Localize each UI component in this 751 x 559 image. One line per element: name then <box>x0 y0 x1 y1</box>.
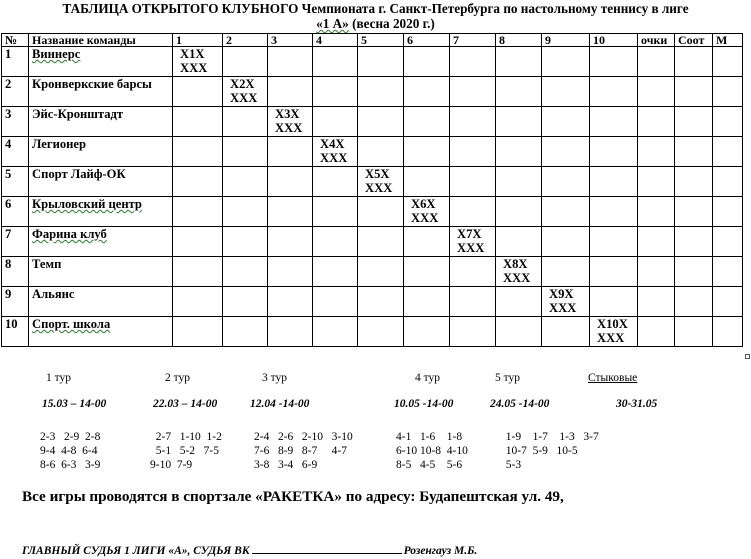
tour-pairs: 2-4 2-6 2-10 3-10 7-6 8-9 8-7 4-7 3-8 3-4 6-9 <box>254 431 353 471</box>
score-cell <box>590 197 638 227</box>
diagonal-mark-top: Х4Х <box>320 137 345 151</box>
score-cell <box>590 107 638 137</box>
score-cell <box>450 107 496 137</box>
title-line-1: ТАБЛИЦА ОТКРЫТОГО КЛУБНОГО Чемпионата г. Санкт-Петербурга по настольному теннису в лиге <box>62 1 689 16</box>
diagonal-cell <box>223 77 268 107</box>
score-cell <box>590 257 638 287</box>
ratio-cell <box>675 77 713 107</box>
diagonal-mark-bottom: ХХХ <box>230 91 258 105</box>
diagonal-mark-bottom: ХХХ <box>503 271 531 285</box>
score-cell <box>358 137 404 167</box>
score-cell <box>358 107 404 137</box>
ratio-cell <box>675 317 713 347</box>
place-cell <box>713 167 743 197</box>
score-cell <box>268 167 313 197</box>
tour-date: 10.05 -14-00 <box>394 398 454 410</box>
place-cell <box>713 227 743 257</box>
team-name <box>29 287 173 317</box>
score-cell <box>450 77 496 107</box>
table-body <box>2 47 743 347</box>
diagonal-mark-top: Х2Х <box>230 77 255 91</box>
diagonal-mark-top: Х7Х <box>457 227 482 241</box>
points-cell <box>638 77 675 107</box>
score-cell <box>404 257 450 287</box>
score-cell <box>542 47 590 77</box>
score-cell <box>223 137 268 167</box>
team-name <box>29 137 173 167</box>
score-cell <box>496 287 542 317</box>
score-cell <box>173 137 223 167</box>
place-cell <box>713 257 743 287</box>
tour-label: 4 тур <box>415 372 440 384</box>
diagonal-cell <box>496 257 542 287</box>
header-team: Название команды <box>29 34 173 47</box>
score-cell <box>173 107 223 137</box>
points-cell <box>638 317 675 347</box>
row-number: 4 <box>2 137 29 167</box>
diagonal-cell <box>173 47 223 77</box>
score-cell <box>450 137 496 167</box>
table-row <box>2 77 743 107</box>
diagonal-mark-bottom: ХХХ <box>365 181 393 195</box>
score-cell <box>223 257 268 287</box>
score-cell <box>496 107 542 137</box>
team-name <box>29 107 173 137</box>
score-cell <box>496 317 542 347</box>
score-cell <box>450 257 496 287</box>
tour-label: 3 тур <box>262 372 287 384</box>
points-cell <box>638 107 675 137</box>
score-cell <box>404 227 450 257</box>
row-number: 9 <box>2 287 29 317</box>
points-cell <box>638 197 675 227</box>
header-ratio: Соот <box>675 34 713 47</box>
score-cell <box>358 317 404 347</box>
row-number: 7 <box>2 227 29 257</box>
score-cell <box>223 167 268 197</box>
diagonal-mark-bottom: ХХХ <box>275 121 303 135</box>
score-cell <box>268 257 313 287</box>
score-cell <box>542 137 590 167</box>
table-row <box>2 197 743 227</box>
table-row <box>2 317 743 347</box>
diagonal-cell <box>590 317 638 347</box>
score-cell <box>590 167 638 197</box>
tour-pairs: 2-7 1-10 1-2 5-1 5-2 7-5 9-10 7-9 <box>150 431 222 471</box>
score-cell <box>313 167 358 197</box>
diagonal-mark-top: Х10Х <box>597 317 628 331</box>
score-cell <box>496 167 542 197</box>
diagonal-mark-top: Х6Х <box>411 197 436 211</box>
score-cell <box>358 287 404 317</box>
score-cell <box>223 107 268 137</box>
score-cell <box>313 77 358 107</box>
diagonal-mark-bottom: ХХХ <box>320 151 348 165</box>
place-cell <box>713 317 743 347</box>
header-col-3: 3 <box>268 34 313 47</box>
tour-label: 5 тур <box>495 372 520 384</box>
judge-signature-line <box>22 543 477 557</box>
team-name <box>29 227 173 257</box>
tour-label: Стыковые <box>588 372 638 384</box>
ratio-cell <box>675 197 713 227</box>
score-cell <box>173 257 223 287</box>
ratio-cell <box>675 137 713 167</box>
header-place: М <box>713 34 743 47</box>
tour-date: 24.05 -14-00 <box>490 398 550 410</box>
document-title <box>0 1 751 31</box>
score-cell <box>450 47 496 77</box>
team-name-text: Виннерс <box>32 47 81 61</box>
header-col-6: 6 <box>404 34 450 47</box>
standings-table <box>1 33 743 347</box>
team-name <box>29 77 173 107</box>
ratio-cell <box>675 107 713 137</box>
tour-date: 12.04 -14-00 <box>250 398 310 410</box>
header-col-4: 4 <box>313 34 358 47</box>
score-cell <box>313 47 358 77</box>
diagonal-mark-top: Х1Х <box>180 47 205 61</box>
score-cell <box>268 317 313 347</box>
row-number: 6 <box>2 197 29 227</box>
score-cell <box>542 227 590 257</box>
header-points: очки <box>638 34 675 47</box>
score-cell <box>313 287 358 317</box>
score-cell <box>404 77 450 107</box>
diagonal-cell <box>542 287 590 317</box>
diagonal-cell <box>313 137 358 167</box>
score-cell <box>450 287 496 317</box>
points-cell <box>638 257 675 287</box>
team-name <box>29 167 173 197</box>
diagonal-cell <box>450 227 496 257</box>
row-number: 2 <box>2 77 29 107</box>
title-line-2 <box>0 16 751 31</box>
header-col-8: 8 <box>496 34 542 47</box>
score-cell <box>590 77 638 107</box>
score-cell <box>358 197 404 227</box>
team-name-text: Эйс-Кронштадт <box>32 107 124 121</box>
season: (весна 2020 г.) <box>348 16 435 31</box>
score-cell <box>223 197 268 227</box>
score-cell <box>173 287 223 317</box>
score-cell <box>542 107 590 137</box>
points-cell <box>638 167 675 197</box>
row-number: 3 <box>2 107 29 137</box>
points-cell <box>638 287 675 317</box>
header-col-9: 9 <box>542 34 590 47</box>
diagonal-mark-top: Х5Х <box>365 167 390 181</box>
diagonal-cell <box>268 107 313 137</box>
score-cell <box>450 197 496 227</box>
score-cell <box>358 227 404 257</box>
score-cell <box>450 167 496 197</box>
table-row <box>2 257 743 287</box>
diagonal-mark-top: Х8Х <box>503 257 528 271</box>
score-cell <box>496 47 542 77</box>
tour-date: 30-31.05 <box>616 398 658 410</box>
tour-label: 1 тур <box>46 372 71 384</box>
signature-blank <box>252 543 402 554</box>
league-name: «1 А» <box>316 16 349 31</box>
score-cell <box>223 47 268 77</box>
score-cell <box>404 287 450 317</box>
diagonal-cell <box>358 167 404 197</box>
score-cell <box>173 227 223 257</box>
row-number: 10 <box>2 317 29 347</box>
score-cell <box>590 137 638 167</box>
score-cell <box>173 197 223 227</box>
score-cell <box>542 197 590 227</box>
score-cell <box>313 197 358 227</box>
ratio-cell <box>675 227 713 257</box>
team-name <box>29 257 173 287</box>
tour-pairs: 2-3 2-9 2-8 9-4 4-8 6-4 8-6 6-3 3-9 <box>40 431 101 471</box>
score-cell <box>173 167 223 197</box>
score-cell <box>268 47 313 77</box>
score-cell <box>496 77 542 107</box>
score-cell <box>268 197 313 227</box>
ratio-cell <box>675 257 713 287</box>
score-cell <box>542 77 590 107</box>
venue-note: Все игры проводятся в спортзале «РАКЕТКА» по адресу: Будапештская ул. 49, <box>22 488 564 505</box>
table-row <box>2 287 743 317</box>
place-cell <box>713 287 743 317</box>
team-name-text: Альянс <box>32 287 75 301</box>
table-row <box>2 107 743 137</box>
score-cell <box>223 227 268 257</box>
team-name-text: Кронверкские барсы <box>32 77 152 91</box>
diagonal-mark-bottom: ХХХ <box>180 61 208 75</box>
points-cell <box>638 227 675 257</box>
score-cell <box>268 137 313 167</box>
score-cell <box>404 47 450 77</box>
header-num: № <box>2 34 29 47</box>
header-col-10: 10 <box>590 34 638 47</box>
score-cell <box>404 137 450 167</box>
score-cell <box>358 47 404 77</box>
diagonal-mark-bottom: ХХХ <box>457 241 485 255</box>
header-col-1: 1 <box>173 34 223 47</box>
score-cell <box>496 227 542 257</box>
score-cell <box>450 317 496 347</box>
table-resize-handle[interactable] <box>745 354 750 359</box>
table-row <box>2 227 743 257</box>
score-cell <box>542 257 590 287</box>
row-number: 1 <box>2 47 29 77</box>
score-cell <box>268 287 313 317</box>
team-name-text: Фарина клуб <box>32 227 107 241</box>
score-cell <box>404 107 450 137</box>
table-row <box>2 137 743 167</box>
score-cell <box>313 257 358 287</box>
diagonal-mark-top: Х3Х <box>275 107 300 121</box>
points-cell <box>638 47 675 77</box>
ratio-cell <box>675 167 713 197</box>
diagonal-cell <box>404 197 450 227</box>
ratio-cell <box>675 47 713 77</box>
team-name <box>29 47 173 77</box>
points-cell <box>638 137 675 167</box>
table-row <box>2 47 743 77</box>
score-cell <box>313 317 358 347</box>
tour-date: 22.03 – 14-00 <box>153 398 218 410</box>
tour-pairs: 1-9 1-7 1-3 3-7 10-7 5-9 10-5 5-3 <box>505 431 599 471</box>
team-name-text: Темп <box>32 257 62 271</box>
header-col-7: 7 <box>450 34 496 47</box>
score-cell <box>173 77 223 107</box>
score-cell <box>268 227 313 257</box>
place-cell <box>713 47 743 77</box>
tour-date: 15.03 – 14-00 <box>42 398 107 410</box>
team-name-text: Крыловский центр <box>32 197 142 211</box>
score-cell <box>268 77 313 107</box>
place-cell <box>713 197 743 227</box>
ratio-cell <box>675 287 713 317</box>
header-col-2: 2 <box>223 34 268 47</box>
tour-pairs: 4-1 1-6 1-8 6-10 10-8 4-10 8-5 4-5 5-6 <box>396 431 468 471</box>
score-cell <box>173 317 223 347</box>
score-cell <box>223 287 268 317</box>
score-cell <box>542 317 590 347</box>
table-row <box>2 167 743 197</box>
score-cell <box>590 47 638 77</box>
score-cell <box>590 287 638 317</box>
score-cell <box>313 227 358 257</box>
team-name <box>29 197 173 227</box>
score-cell <box>404 167 450 197</box>
score-cell <box>496 197 542 227</box>
place-cell <box>713 77 743 107</box>
score-cell <box>404 317 450 347</box>
header-row <box>2 34 743 47</box>
row-number: 5 <box>2 167 29 197</box>
judge-name: Розенгауз М.Б. <box>403 545 478 557</box>
score-cell <box>542 167 590 197</box>
diagonal-mark-bottom: ХХХ <box>597 331 625 345</box>
team-name <box>29 317 173 347</box>
tour-label: 2 тур <box>165 372 190 384</box>
place-cell <box>713 137 743 167</box>
team-name-text: Спорт. школа <box>32 317 111 331</box>
diagonal-mark-top: Х9Х <box>549 287 574 301</box>
team-name-text: Спорт Лайф-ОК <box>32 167 126 181</box>
diagonal-mark-bottom: ХХХ <box>411 211 439 225</box>
header-col-5: 5 <box>358 34 404 47</box>
judge-title: ГЛАВНЫЙ СУДЬЯ 1 ЛИГИ «А», СУДЬЯ ВК <box>22 545 250 557</box>
score-cell <box>313 107 358 137</box>
score-cell <box>358 77 404 107</box>
score-cell <box>223 317 268 347</box>
row-number: 8 <box>2 257 29 287</box>
score-cell <box>590 227 638 257</box>
score-cell <box>358 257 404 287</box>
score-cell <box>496 137 542 167</box>
diagonal-mark-bottom: ХХХ <box>549 301 577 315</box>
place-cell <box>713 107 743 137</box>
team-name-text: Легионер <box>32 137 87 151</box>
